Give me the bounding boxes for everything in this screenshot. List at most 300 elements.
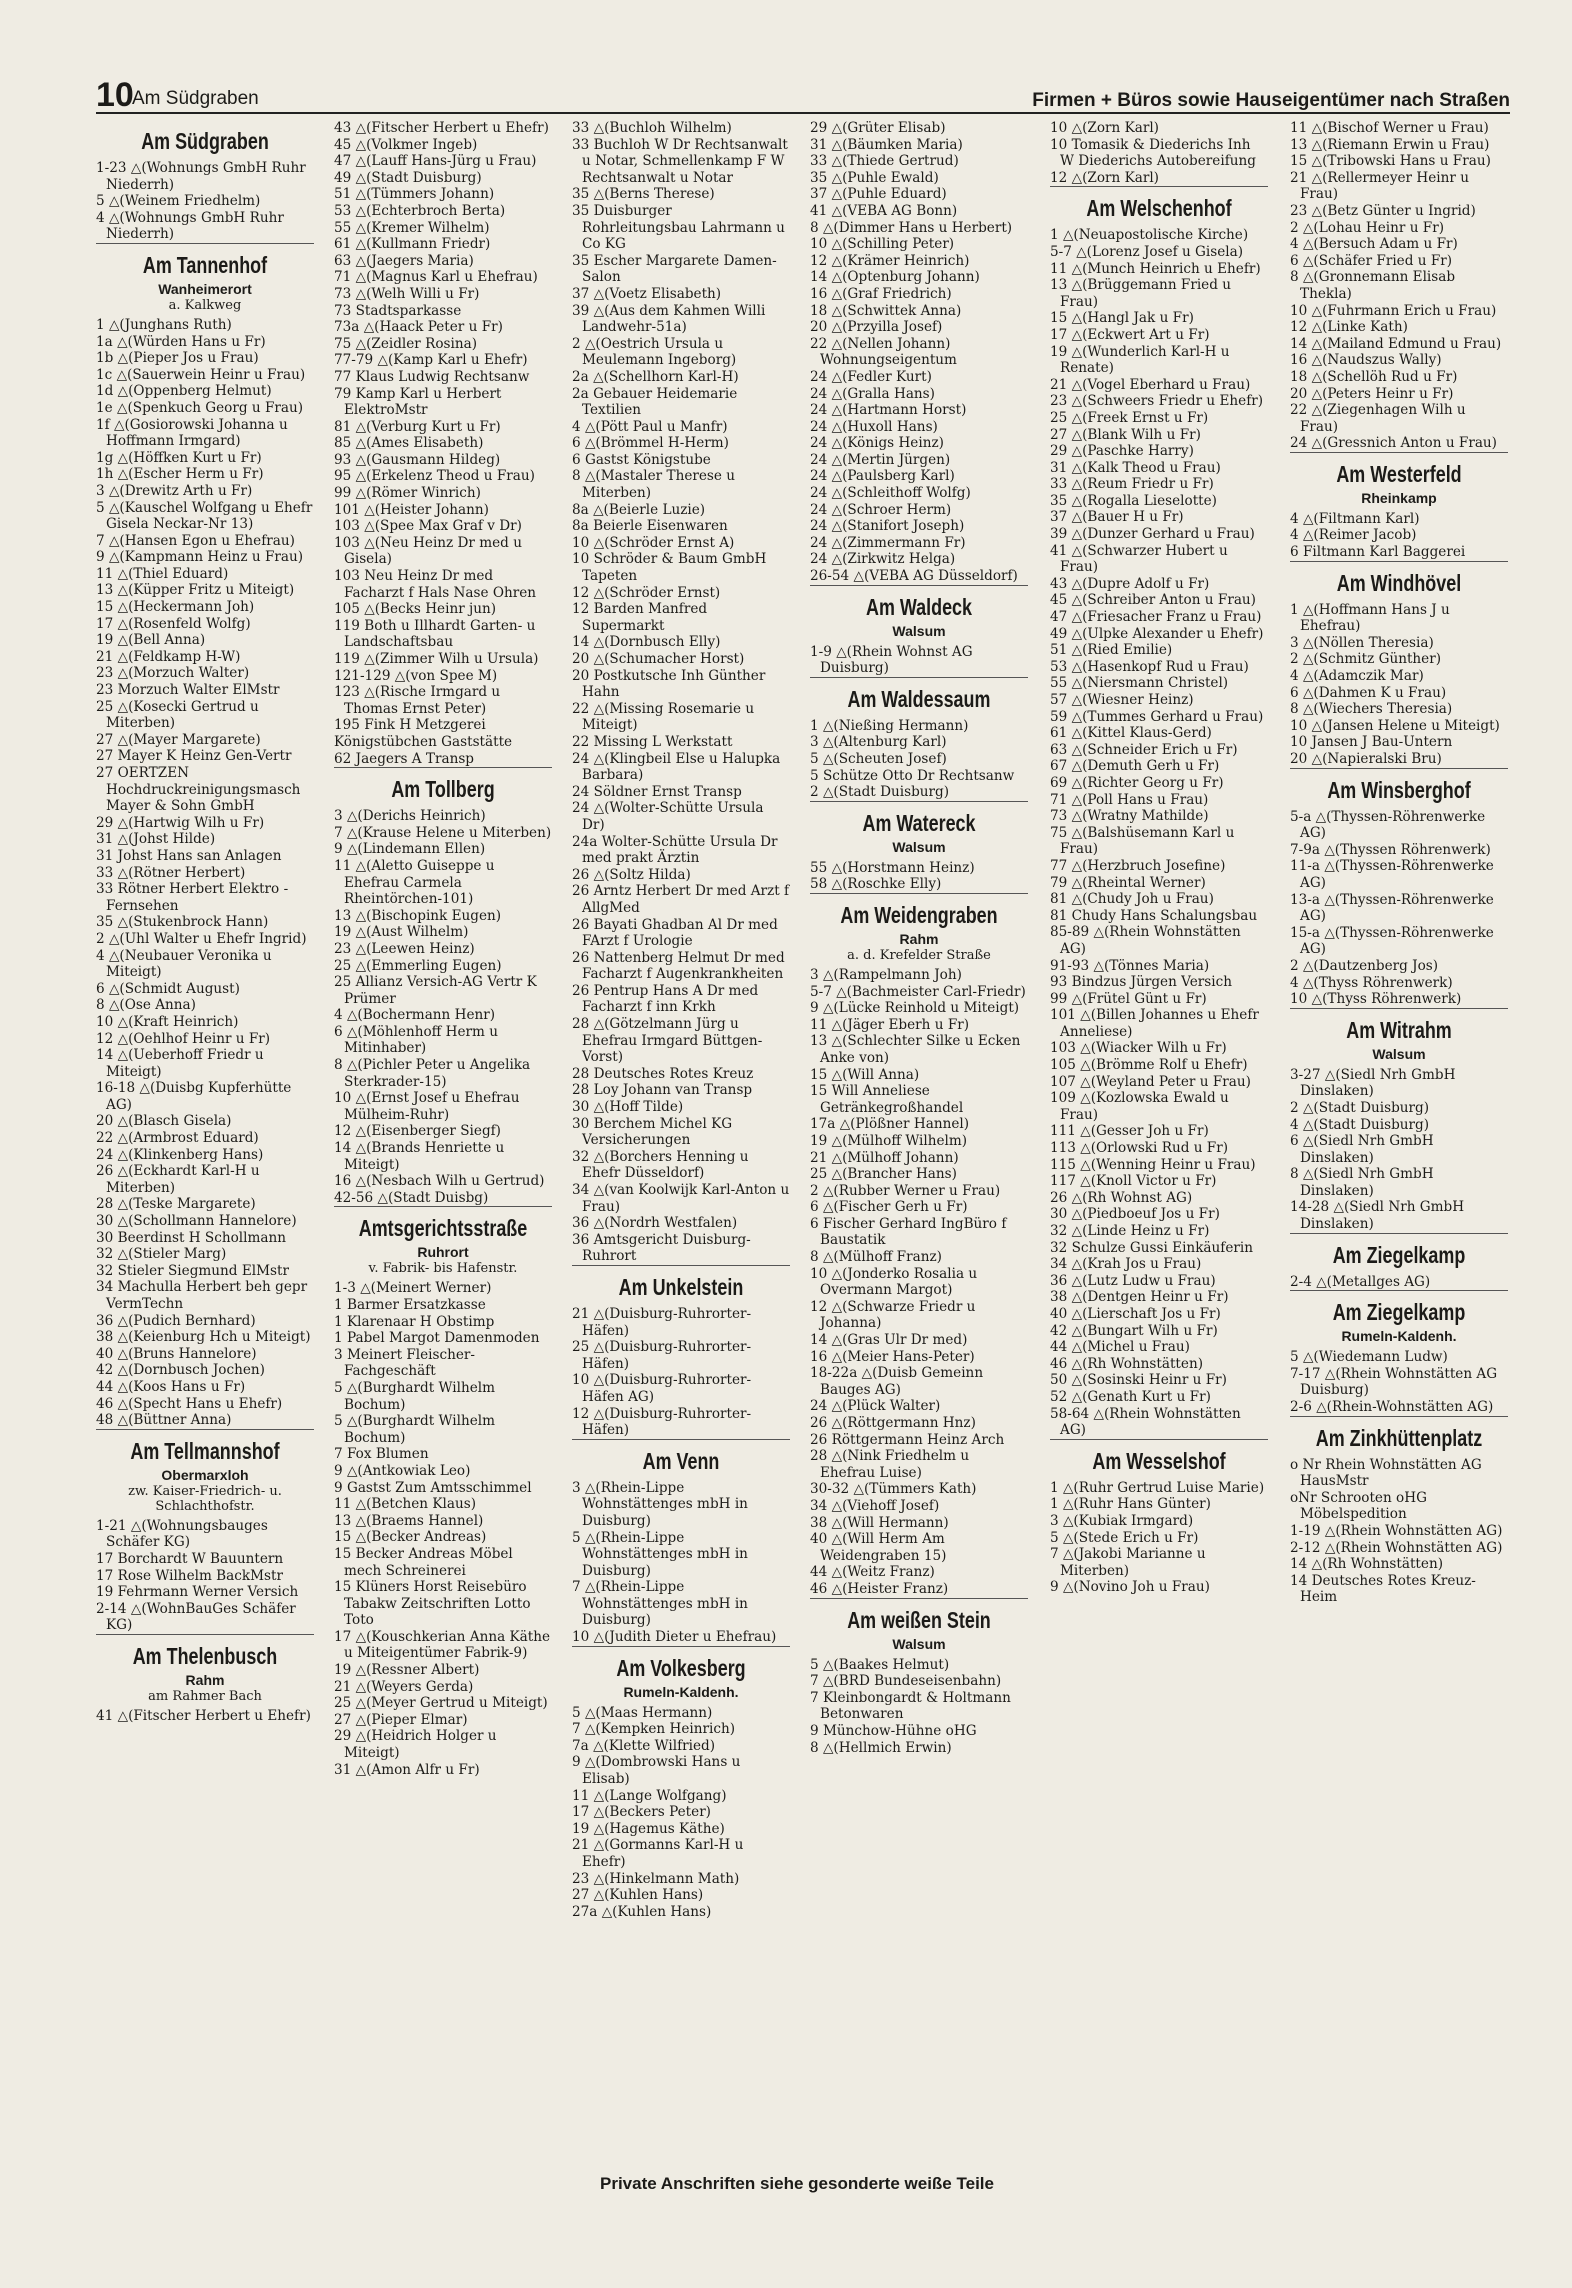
directory-entry: 23 △(Betz Günter u Ingrid) [1290,202,1476,219]
street-name: Am Waldessaum [847,685,991,712]
directory-entry: 79 Kamp Karl u Herbert ElektroMstr [334,385,502,419]
directory-entry: 3 Meinert Fleischer-Fachgeschäft [334,1346,476,1380]
directory-entry: 14 △(Mailand Edmund u Frau) [1290,335,1502,352]
directory-entry: 45 △(Volkmer Ingeb) [334,136,478,153]
directory-entry: 23 △(Leewen Heinz) [334,940,475,957]
street-district: Walsum [892,622,946,639]
directory-entry: 21 △(Mülhoff Johann) [810,1149,959,1166]
column-6 [1290,120,1508,1606]
directory-entry: 119 Both u Illhardt Garten- u Landschaftsbau [334,617,536,651]
directory-entry: 2 △(Uhl Walter u Ehefr Ingrid) [96,930,307,947]
directory-entry: 8a Beierle Eisenwaren [572,518,728,535]
directory-entry: 2 △(Dautzenberg Jos) [1290,957,1439,974]
directory-entry: 101 △(Billen Johannes u Ehefr Anneliese) [1050,1007,1259,1040]
directory-entry: 2a △(Schellhorn Karl-H) [572,368,739,385]
directory-entry: 4 △(Thyss Röhrenwerk) [1290,974,1453,991]
directory-entry: 10 △(Duisburg-Ruhrorter-Häfen AG) [572,1372,752,1405]
directory-entry: 40 △(Bruns Hannelore) [96,1345,257,1362]
street-name: Am Tollberg [391,776,495,803]
directory-entry: 103 △(Spee Max Graf v Dr) [334,518,522,535]
directory-entry: 19 △(Mülhoff Wilhelm) [810,1132,968,1149]
directory-entry: 35 △(Rogalla Lieselotte) [1050,492,1217,509]
directory-entry: 26 △(Rh Wohnst AG) [1050,1189,1193,1206]
column-1 [96,120,314,1725]
street-name: Amtsgerichtsstraße [358,1215,528,1242]
directory-entry: 53 △(Echterbroch Berta) [334,202,506,219]
directory-entry: 5 △(Wiedemann Ludw) [1290,1349,1448,1366]
directory-entry: 27 △(Kuhlen Hans) [572,1887,704,1904]
directory-entry: 40 △(Will Herm Am Weidengraben 15) [810,1531,947,1564]
street-district: Walsum [892,838,946,855]
street-heading [572,1265,790,1306]
directory-entry: 2 △(Oestrich Ursula u Meulemann Ingeborg) [572,335,737,369]
directory-entry: 22 △(Missing Rosemarie u Miteigt) [572,700,755,734]
directory-entry: 39 △(Aus dem Kahmen Willi Landwehr-51a) [572,302,766,336]
directory-entry: 2 △(Lohau Heinr u Fr) [1290,219,1445,236]
directory-entry: 59 △(Tummes Gerhard u Frau) [1050,708,1264,725]
directory-entry: 32 △(Stieler Marg) [96,1246,227,1263]
directory-entry: 49 △(Stadt Duisburg) [334,169,482,186]
directory-entry: 11 △(Jäger Eberh u Fr) [810,1016,970,1033]
directory-entry: 8 △(Gronnemann Elisab Thekla) [1290,269,1456,302]
directory-entry: 81 Chudy Hans Schalungsbau [1050,907,1258,924]
street-heading [1050,1439,1268,1480]
street-name: Am Waldeck [865,593,973,620]
directory-entry: 113 △(Orlowski Rud u Fr) [1050,1140,1229,1157]
directory-entry: 23 △(Morzuch Walter) [96,665,250,682]
directory-entry: 35 △(Stukenbrock Hann) [96,914,269,931]
directory-entry: 75 △(Zeidler Rosina) [334,335,478,352]
directory-entry: 61 △(Kullmann Friedr) [334,236,491,253]
directory-entry: 25 △(Emmerling Eugen) [334,957,502,974]
street-district: a. Kalkweg [168,297,242,313]
directory-entry: 16 △(Nesbach Wilh u Gertrud) [334,1173,545,1190]
directory-entry: 2a Gebauer Heidemarie Textilien [572,385,738,419]
directory-entry: 38 △(Dentgen Heinr u Fr) [1050,1289,1229,1306]
directory-entry: 18-22a △(Duisb Gemeinn Bauges AG) [810,1365,984,1398]
street-heading [1290,561,1508,602]
directory-entry: 3 △(Rampelmann Joh) [810,966,962,983]
directory-entry: 3 △(Derichs Heinrich) [334,808,486,825]
directory-entry: 81 △(Verburg Kurt u Fr) [334,418,501,435]
directory-entry: 23 △(Hinkelmann Math) [572,1870,740,1887]
street-name: Am Witrahm [1346,1016,1452,1043]
street-district: Rumeln-Kaldenh. [623,1683,739,1700]
directory-entry: 10 △(Jonderko Rosalia u Overmann Margot) [810,1265,978,1299]
directory-entry: 27 △(Mayer Margarete) [96,731,261,748]
directory-entry: 9 △(Dombrowski Hans u Elisab) [572,1754,741,1788]
directory-entry: 20 △(Schumacher Horst) [572,651,745,667]
directory-entry: 12 Barden Manfred Supermarkt [572,601,708,634]
directory-entry: 6 △(Möhlenhoff Herm u Mitinhaber) [334,1023,499,1057]
directory-entry: 10 △(Kraft Heinrich) [96,1013,239,1030]
directory-entry: 24 △(Klingbeil Else u Halupka Barbara) [572,750,781,784]
directory-entry: 1 △(Neuapostolische Kirche) [1050,227,1249,244]
directory-entry: 19 △(Bell Anna) [96,632,206,649]
directory-entry: 7 △(BRD Bundeseisenbahn) [810,1673,1002,1690]
directory-entry: 8 △(Dimmer Hans u Herbert) [810,219,1013,236]
directory-entry: 17a △(Plößner Hannel) [810,1116,970,1133]
directory-entry: 5 △(Kauschel Wolfgang u Ehefr Gisela Neckar-Nr 13) [96,499,313,533]
directory-entry: 18 △(Schellöh Rud u Fr) [1290,368,1458,385]
directory-entry: 31 △(Johst Hilde) [96,831,216,848]
directory-entry: 33 Rötner Herbert Elektro - Fernsehen [96,881,289,914]
column-5 [1050,120,1268,1596]
directory-entry: 11 △(Bischof Werner u Frau) [1290,120,1489,136]
directory-entry: 31 Johst Hans san Anlagen [96,847,282,864]
directory-entry: 4 △(Reimer Jacob) [1290,527,1417,544]
street-name: Am weißen Stein [847,1606,991,1633]
directory-entry: 10 △(Judith Dieter u Ehefrau) [572,1629,777,1646]
directory-entry: 25 △(Duisburg-Ruhrorter-Häfen) [572,1339,752,1372]
section-header: Firmen + Büros sowie Hauseigentümer nach Straßen [1032,90,1510,111]
street-heading [334,1206,552,1280]
street-district: Rumeln-Kaldenh. [1341,1328,1457,1345]
directory-entry: 15 △(Becker Andreas) [334,1529,487,1546]
directory-entry: 41 △(Schwarzer Hubert u Frau) [1050,542,1228,576]
directory-entry: 26 Arntz Herbert Dr med Arzt f AllgMed [572,883,790,916]
directory-entry: 36 △(Nordrh Westfalen) [572,1215,738,1232]
directory-entry: 11 △(Munch Heinrich u Ehefr) [1050,260,1261,277]
directory-entry: 44 △(Weitz Franz) [810,1564,935,1581]
directory-entry: 1 △(Ruhr Hans Günter) [1050,1496,1211,1513]
directory-entry: 24 Söldner Ernst Transp [572,783,742,800]
directory-entry: 25 △(Kosecki Gertrud u Miterben) [96,698,259,732]
directory-entry: 5-7 △(Lorenz Josef u Gisela) [1050,243,1244,260]
street-heading [810,585,1028,644]
directory-entry: 27 △(Blank Wilh u Fr) [1050,426,1201,443]
directory-entry: 14 △(Brands Henriette u Miteigt) [334,1140,505,1173]
directory-entry: 1 △(Ruhr Gertrud Luise Marie) [1050,1479,1265,1496]
directory-entry: 46 △(Specht Hans u Ehefr) [96,1395,283,1412]
directory-entry: 20 △(Napieralski Bru) [1290,751,1442,767]
directory-entry: 14 △(Dornbusch Elly) [572,634,721,651]
directory-entry: 8 △(Hellmich Erwin) [810,1739,952,1756]
directory-entry: 9 △(Antkowiak Leo) [334,1462,471,1479]
directory-entry: 24 △(Hartmann Horst) [810,402,967,419]
directory-entry: 2 △(Stadt Duisburg) [810,784,950,801]
street-heading [1290,1416,1508,1457]
street-name: Am Windhövel [1336,569,1462,596]
directory-entry: 17 △(Eckwert Art u Fr) [1050,326,1210,343]
directory-entry: 58 △(Roschke Elly) [810,876,942,893]
directory-entry: 2 △(Rubber Werner u Frau) [810,1182,1001,1199]
directory-entry: 14 △(Rh Wohnstätten) [1290,1556,1444,1573]
street-district: Walsum [1372,1045,1426,1062]
directory-entry: 22 △(Nellen Johann) Wohnungseigentum [810,335,957,369]
directory-entry: 103 Neu Heinz Dr med Facharzt f Hals Nase Ohren [334,568,537,601]
directory-entry: 8 △(Mülhoff Franz) [810,1249,942,1266]
directory-entry: 37 △(Puhle Eduard) [810,186,947,203]
directory-entry: 62 Jaegers A Transp [334,750,474,767]
directory-entry: 36 Amtsgericht Duisburg-Ruhrort [572,1231,751,1265]
directory-entry: 37 △(Voetz Elisabeth) [572,285,722,302]
directory-entry: 4 △(Neubauer Veronika u Miteigt) [96,947,272,981]
directory-entry: 71 △(Poll Hans u Frau) [1050,791,1209,808]
directory-entry: 73 △(Welh Willi u Fr) [334,285,480,302]
directory-entry: 7 △(Krause Helene u Miterben) [334,824,552,841]
street-heading [96,1634,314,1708]
directory-entry: 1h △(Escher Herm u Fr) [96,466,264,483]
street-district: v. Fabrik- bis Hafenstr. [368,1261,518,1277]
street-heading [572,1646,790,1705]
directory-entry: 8 △(Wiechers Theresia) [1290,701,1453,718]
directory-entry: 26 Röttgermann Heinz Arch [810,1431,1005,1448]
directory-entry: 1d △(Oppenberg Helmut) [96,383,272,400]
directory-entry: 14 Deutsches Rotes Kreuz-Heim [1290,1572,1476,1606]
directory-entry: 12 △(Duisburg-Ruhrorter-Häfen) [572,1405,752,1439]
directory-entry: 1a △(Würden Hans u Fr) [96,333,266,350]
directory-entry: 16 △(Meier Hans-Peter) [810,1348,975,1365]
directory-entry: 19 Fehrmann Werner Versich [96,1584,299,1601]
street-heading [1290,452,1508,511]
directory-entry: 103 △(Wiacker Wilh u Fr) [1050,1040,1227,1057]
directory-entry: 77 △(Herzbruch Josefine) [1050,857,1226,874]
directory-entry: 6 △(Dahmen K u Frau) [1290,684,1447,701]
street-district: Rahm [899,930,939,947]
directory-entry: 21 △(Weyers Gerda) [334,1678,474,1695]
street-heading [810,801,1028,860]
directory-entry: 123 △(Rische Irmgard u Thomas Ernst Peter) [334,684,501,717]
directory-entry: 16 △(Naudszus Wally) [1290,352,1442,369]
directory-entry: 49 △(Ulpke Alexander u Ehefr) [1050,625,1264,642]
directory-entry: 44 △(Koos Hans u Fr) [96,1378,246,1395]
directory-entry: 73 △(Wratny Mathilde) [1050,808,1209,825]
directory-entry: 85 △(Ames Elisabeth) [334,435,484,452]
directory-entry: 26 △(Eckhardt Karl-H u Miterben) [96,1163,260,1196]
directory-entry: 107 △(Weyland Peter u Frau) [1050,1073,1251,1090]
directory-entry: 34 △(Krah Jos u Frau) [1050,1256,1202,1273]
directory-entry: 1-21 △(Wohnungsbauges Schäfer KG) [96,1517,268,1551]
directory-entry: 15 △(Tribowski Hans u Frau) [1290,153,1491,170]
directory-entry: 2 △(Schmitz Günther) [1290,651,1442,668]
directory-entry: 24 △(Zirkwitz Helga) [810,551,956,568]
directory-entry: 27 △(Pieper Elmar) [334,1711,468,1728]
directory-entry: 26 Pentrup Hans A Dr med Facharzt f inn Krkh [572,982,759,1016]
street-name: Am Ziegelkamp [1332,1299,1466,1326]
directory-entry: 5 △(Burghardt Wilhelm Bochum) [334,1413,495,1446]
directory-entry: 9 △(Lücke Reinhold u Miteigt) [810,1000,1020,1017]
directory-entry: 28 △(Teske Margarete) [96,1196,256,1213]
street-name: Am Watereck [862,809,976,836]
directory-entry: 8a △(Beierle Luzie) [572,501,706,518]
directory-entry: 7 Fox Blumen [334,1446,429,1463]
directory-entry: 13 △(Riemann Erwin u Frau) [1290,136,1490,153]
directory-entry: 3 △(Rhein-Lippe Wohnstättenges mbH in Duisburg) [572,1479,748,1529]
directory-entry: 51 △(Ried Emilie) [1050,642,1173,659]
directory-entry: 117 △(Knoll Victor u Fr) [1050,1173,1217,1190]
directory-entry: 37 △(Bauer H u Fr) [1050,509,1184,526]
directory-entry: 105 △(Brömme Rolf u Ehefr) [1050,1057,1248,1074]
street-district: Wanheimerort [158,280,252,297]
directory-entry: 55 △(Kremer Wilhelm) [334,219,490,236]
directory-entry: 1 △(Junghans Ruth) [96,316,232,333]
directory-entry: 3 △(Drewitz Arth u Fr) [96,482,253,499]
directory-entry: 13 △(Bischopink Eugen) [334,907,502,924]
street-heading [96,1429,314,1518]
directory-entry: 7 △(Kempken Heinrich) [572,1721,736,1738]
directory-entry: 25 △(Brancher Hans) [810,1166,957,1183]
directory-entry: 71 △(Magnus Karl u Ehefrau) [334,269,538,286]
directory-entry: 43 △(Dupre Adolf u Fr) [1050,575,1210,592]
directory-entry: 10 △(Ernst Josef u Ehefrau Mülheim-Ruhr) [334,1090,520,1123]
street-heading [810,1598,1028,1657]
page-running-head: Am Südgraben [132,88,259,109]
directory-entry: 32 △(Linde Heinz u Fr) [1050,1223,1210,1239]
directory-entry: 7 △(Jakobi Marianne u Miterben) [1050,1546,1206,1579]
directory-entry: 1 Klarenaar H Obstimp [334,1313,495,1330]
directory-entry: 9 △(Lindemann Ellen) [334,841,486,858]
directory-entry: 22 △(Armbrost Eduard) [96,1130,259,1147]
directory-entry: 47 △(Friesacher Franz u Frau) [1050,609,1262,626]
directory-entry: 115 △(Wenning Heinr u Frau) [1050,1156,1256,1173]
directory-entry: 9 Gastst Zum Amtsschimmel [334,1479,532,1496]
directory-entry: 33 Buchloh W Dr Rechtsanwalt u Notar, Schmellenkamp F W Rechtsanwalt u Notar [572,136,788,186]
street-heading [1290,768,1508,809]
directory-entry: 12 △(Linke Kath) [1290,319,1408,336]
directory-entry: 5 △(Weinem Friedhelm) [96,193,261,210]
directory-entry: 21 △(Gormanns Karl-H u Ehefr) [572,1837,744,1870]
directory-entry: 24 △(Stanifort Joseph) [810,518,965,535]
directory-entry: 42 △(Bungart Wilh u Fr) [1050,1322,1218,1339]
directory-entry: 14-28 △(Siedl Nrh GmbH Dinslaken) [1290,1199,1465,1233]
directory-entry: 1e △(Spenkuch Georg u Frau) [96,399,304,416]
directory-entry: 16 △(Graf Friedrich) [810,285,952,302]
directory-entry: oNr Schrooten oHG Möbelspedition [1290,1489,1427,1523]
directory-entry: 1g △(Höffken Kurt u Fr) [96,449,262,466]
directory-entry: 35 Escher Margarete Damen-Salon [572,252,777,286]
directory-entry: 26 Bayati Ghadban Al Dr med FArzt f Urologie [572,916,778,950]
directory-entry: 30 △(Schollmann Hannelore) [96,1213,297,1230]
directory-entry: 28 Deutsches Rotes Kreuz [572,1065,754,1082]
directory-entry: 41 △(Fitscher Herbert u Ehefr) [96,1707,311,1724]
directory-entry: 1 Barmer Ersatzkasse [334,1297,486,1313]
directory-entry: 119 △(Zimmer Wilh u Ursula) [334,651,539,667]
directory-entry: 63 △(Schneider Erich u Fr) [1050,741,1238,758]
column-3 [572,120,790,1920]
directory-entry: 1-9 △(Rhein Wohnst AG Duisburg) [810,643,973,677]
directory-entry: 36 △(Pudich Bernhard) [96,1312,256,1329]
directory-entry: 26-54 △(VEBA AG Düsseldorf) [810,568,1018,585]
directory-entry: 4 △(Wohnungs GmbH Ruhr Niederrh) [96,209,284,243]
directory-entry: 35 △(Berns Therese) [572,186,715,203]
directory-entry: 2-6 △(Rhein-Wohnstätten AG) [1290,1399,1494,1416]
street-district: Obermarxloh [161,1466,249,1483]
directory-entry: 52 △(Genath Kurt u Fr) [1050,1388,1211,1405]
directory-entry: 10 △(Jansen Helene u Miteigt) [1290,717,1500,734]
directory-entry: 14 △(Ueberhoff Friedr u Miteigt) [96,1047,264,1080]
directory-entry: 43 △(Fitscher Herbert u Ehefr) [334,120,549,136]
directory-entry: 79 △(Rheintal Werner) [1050,874,1206,891]
directory-entry: o Nr Rhein Wohnstätten AG HausMstr [1290,1456,1482,1490]
directory-entry: 41 △(VEBA AG Bonn) [810,202,958,219]
directory-entry: 75 △(Balshüsemann Karl u Frau) [1050,824,1235,858]
directory-entry: 6 △(Schäfer Fried u Fr) [1290,252,1453,269]
directory-entry: 21 △(Vogel Eberhard u Frau) [1050,376,1251,393]
directory-entry: 13 △(Schlechter Silke u Ecken Anke von) [810,1033,1021,1066]
directory-entry: 33 △(Buchloh Wilhelm) [572,120,732,136]
directory-entry: 23 Morzuch Walter ElMstr [96,682,280,699]
directory-entry: 15-a △(Thyssen-Röhrenwerke AG) [1290,924,1494,958]
directory-entry: 73a △(Haack Peter u Fr) [334,319,503,336]
directory-entry: 25 △(Meyer Gertrud u Miteigt) [334,1695,548,1712]
directory-entry: 109 △(Kozlowska Ewald u Frau) [1050,1090,1229,1123]
street-heading [810,893,1028,967]
directory-entry: 19 △(Aust Wilhelm) [334,924,469,941]
street-heading [96,120,314,160]
directory-entry: 93 Bindzus Jürgen Versich [1050,974,1232,991]
street-heading [1290,1290,1508,1349]
page-number: 10 [96,76,134,114]
directory-entry: 34 △(van Koolwijk Karl-Anton u Frau) [572,1182,790,1215]
directory-entry: 48 △(Büttner Anna) [96,1412,232,1429]
street-name: Am Unkelstein [618,1273,744,1300]
directory-entry: 11-a △(Thyssen-Röhrenwerke AG) [1290,858,1494,891]
directory-entry: Königstübchen Gaststätte [334,733,513,750]
directory-entry: 31 △(Kalk Theod u Frau) [1050,459,1221,476]
directory-entry: 10 Jansen J Bau-Untern [1290,734,1453,751]
directory-entry: 10 Tomasik & Diederichs Inh W Diederichs Autobereifung [1050,136,1256,170]
directory-entry: 21 △(Rellermeyer Heinr u Frau) [1290,169,1469,203]
directory-entry: 103 △(Neu Heinz Dr med u Gisela) [334,534,522,568]
street-district: Rheinkamp [1361,489,1437,506]
directory-entry: 12 △(Oehlhof Heinr u Fr) [96,1030,271,1047]
directory-entry: 10 △(Thyss Röhrenwerk) [1290,991,1462,1008]
street-name: Am Venn [642,1447,720,1474]
directory-entry: 17 △(Rosenfeld Wolfg) [96,615,251,632]
directory-entry: 35 Duisburger Rohrleitungsbau Lahrmann u Co KG [572,202,785,253]
street-district: Rahm [185,1671,225,1688]
street-heading [334,767,552,808]
directory-entry: 30 △(Piedboeuf Jos u Fr) [1050,1206,1220,1223]
directory-entry: 29 △(Grüter Elisab) [810,120,946,136]
directory-entry: 27a △(Kuhlen Hans) [572,1903,712,1920]
directory-entry: 14 △(Gras Ulr Dr med) [810,1332,968,1349]
directory-entry: 24 △(Fedler Kurt) [810,368,932,385]
directory-entry: 38 △(Will Hermann) [810,1514,949,1531]
street-name: Am Winsberghof [1327,776,1471,803]
directory-entry: 7 △(Hansen Egon u Ehefrau) [96,532,295,549]
directory-entry: 77-79 △(Kamp Karl u Ehefr) [334,352,528,369]
directory-entry: 44 △(Michel u Frau) [1050,1339,1190,1356]
directory-entry: 1-19 △(Rhein Wohnstätten AG) [1290,1523,1503,1539]
directory-entry: 2 △(Stadt Duisburg) [1290,1099,1430,1116]
directory-entry: 24 △(Wolter-Schütte Ursula Dr) [572,800,764,833]
directory-entry: 12 △(Eisenberger Siegf) [334,1123,501,1140]
directory-entry: 32 △(Borchers Henning u Ehefr Düsseldorf) [572,1148,749,1182]
directory-entry: 27 OERTZEN Hochdruckreinigungsmasch Mayer & Sohn GmbH [96,765,301,815]
directory-entry: 26 △(Soltz Hilda) [572,866,691,883]
directory-entry: 5 △(Maas Hermann) [572,1704,713,1721]
directory-entry: 20 △(Przyilla Josef) [810,319,943,336]
directory-entry: 3-27 △(Siedl Nrh GmbH Dinslaken) [1290,1066,1456,1100]
directory-entry: 3 △(Altenburg Karl) [810,734,947,751]
directory-entry: 11 △(Lange Wolfgang) [572,1787,727,1804]
directory-entry: 6 △(Brömmel H-Herm) [572,435,729,452]
directory-entry: 23 △(Schweers Friedr u Ehefr) [1050,393,1264,410]
directory-entry: 45 △(Schreiber Anton u Frau) [1050,592,1256,609]
directory-entry: 10 △(Schilling Peter) [810,236,955,253]
directory-entry: 17 Borchardt W Bauuntern [96,1550,284,1567]
column-4 [810,120,1028,1756]
directory-entry: 8 △(Ose Anna) [96,997,196,1014]
directory-entry: 61 △(Kittel Klaus-Gerd) [1050,725,1212,742]
directory-entry: 32 Schulze Gussi Einkäuferin [1050,1239,1253,1256]
directory-entry: 27 Mayer K Heinz Gen-Vertr [96,748,292,765]
directory-entry: 1 △(Hoffmann Hans J u Ehefrau) [1290,601,1450,635]
street-name: Am Tannenhof [142,251,268,278]
directory-entry: 24 △(Klinkenberg Hans) [96,1146,264,1163]
